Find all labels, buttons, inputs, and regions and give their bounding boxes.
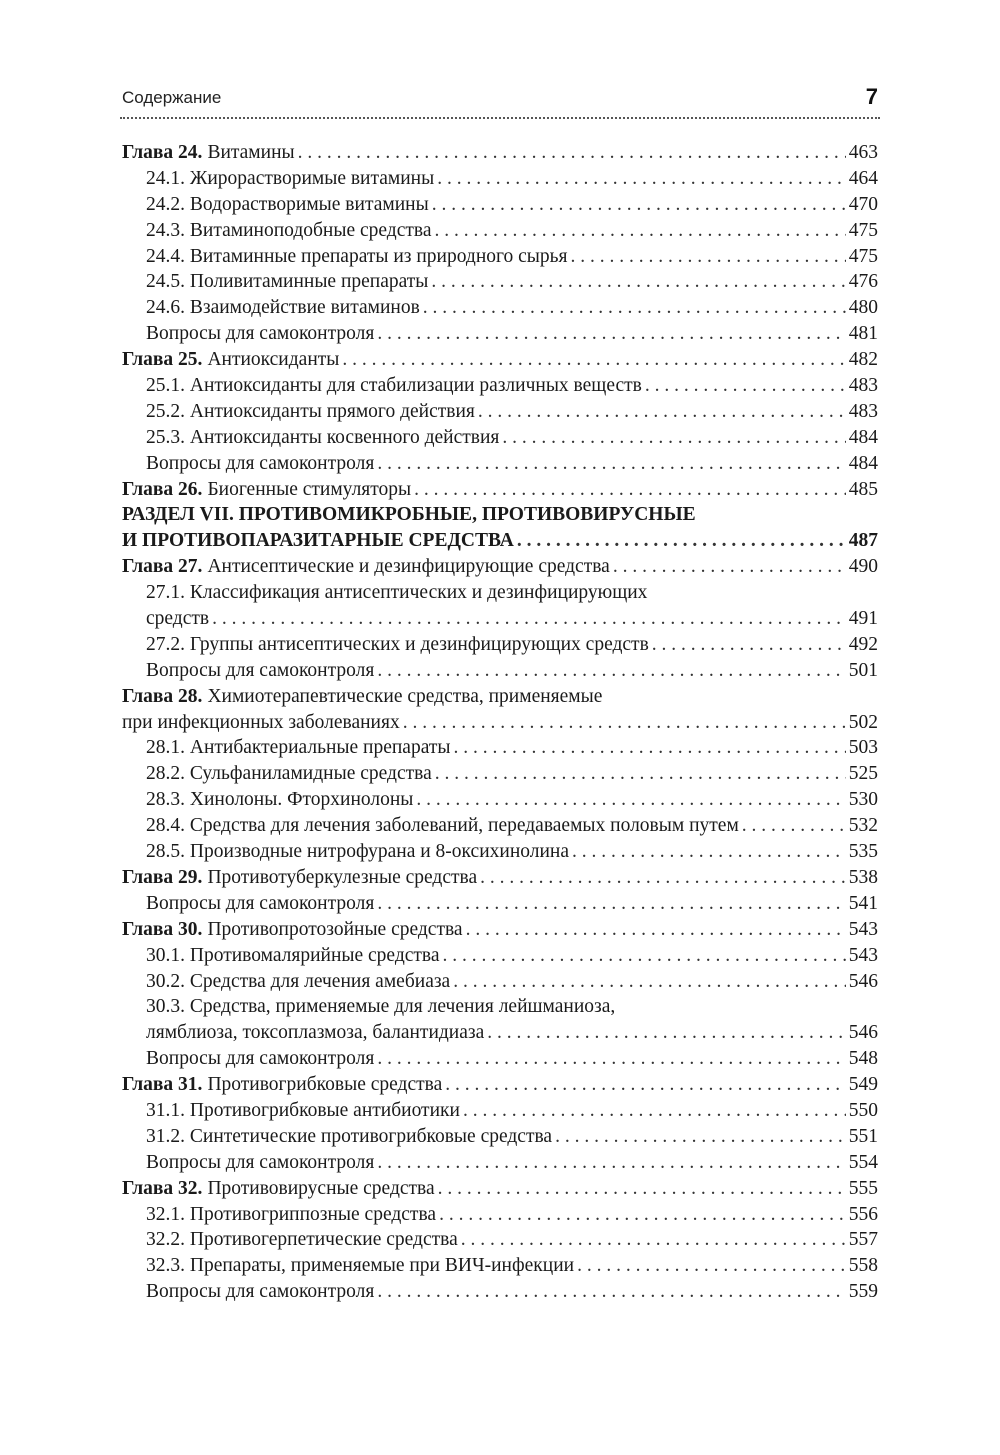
toc-subentry [122,787,878,813]
toc-dot-leader [298,140,846,166]
toc-subentry [122,943,878,969]
toc-subentry [122,891,878,917]
toc-dot-leader [742,813,846,839]
toc-entry-title: 24.2. Водорастворимые витамины [146,193,429,215]
toc-chapter-label: Глава 31. [122,1074,203,1096]
toc-page-number: 492 [848,633,878,655]
toc-subentry [122,1279,878,1305]
toc-entry-title: 24.5. Поливитаминные препараты [146,271,429,293]
toc-entry-title: 28.3. Хинолоны. Фторхинолоны [146,789,414,811]
toc-subentry [122,735,878,761]
toc-entry-title: Вопросы для самоконтроля [146,659,375,681]
toc-page-number: 549 [848,1074,878,1096]
toc-entry-title: И ПРОТИВОПАРАЗИТАРНЫЕ СРЕДСТВА [122,530,514,552]
toc-chapter-label: Глава 24. [122,142,203,163]
toc-page-number: 502 [848,711,878,733]
toc-dot-leader [461,1227,846,1253]
toc-chapter-entry [122,684,878,710]
toc-page-number: 557 [848,1229,878,1251]
toc-chapter-entry [122,477,878,503]
toc-chapter-entry [122,1072,878,1098]
toc-entry-title: 32.3. Препараты, применяемые при ВИЧ-инфекции [146,1255,575,1277]
toc-entry-title: Противогрибковые средства [207,1074,443,1096]
toc-dot-leader [652,632,846,658]
toc-entry-title: Противотуберкулезные средства [207,866,478,888]
running-head [122,86,878,116]
running-head-title: Содержание [122,88,222,107]
toc-dot-leader [443,943,846,969]
toc-page-number: 559 [848,1281,878,1303]
toc-page-number: 476 [848,271,878,293]
toc-entry-title: Витамины [207,142,295,163]
toc-subentry [122,1253,878,1279]
toc-dot-leader [414,477,846,503]
page-number: 7 [865,84,878,109]
toc-subentry [122,1098,878,1124]
toc-chapter-entry [122,140,878,166]
toc-dot-leader [377,1046,845,1072]
toc-dot-leader [645,373,846,399]
toc-subentry [122,295,878,321]
toc-subentry [122,969,878,995]
toc-subentry [122,192,878,218]
toc-page-number: 556 [848,1203,878,1225]
toc-page-number: 490 [848,556,878,578]
toc-page-number: 543 [848,944,878,966]
toc-page-number: 532 [848,815,878,837]
toc-subentry [122,1202,878,1228]
toc-dot-leader [480,865,846,891]
toc-page-number: 548 [848,1048,878,1070]
toc-dot-leader [453,735,845,761]
toc-dot-leader [377,321,845,347]
toc-dot-leader [432,192,846,218]
toc-chapter-label: Глава 25. [122,349,203,371]
toc-page-number: 501 [848,659,878,681]
toc-entry-title: 30.2. Средства для лечения амебиаза [146,970,451,992]
toc-page-number: 483 [848,375,878,397]
toc-subentry [122,269,878,295]
toc-page-number: 464 [848,167,878,189]
toc-dot-leader [571,244,846,270]
toc-entry-title: 30.3. Средства, применяемые для лечения лейшманиоза, [146,996,616,1018]
toc-subentry [122,1124,878,1150]
toc-dot-leader [453,969,846,995]
toc-subentry [122,606,878,632]
toc-page-number: 551 [848,1125,878,1147]
table-of-contents [122,140,878,1305]
toc-page-number: 530 [848,789,878,811]
toc-page-number: 558 [848,1255,878,1277]
toc-entry-title: Биогенные стимуляторы [207,478,412,500]
toc-entry-title: 28.4. Средства для лечения заболеваний, передаваемых половым путем [146,815,739,837]
toc-page-number: 541 [848,892,878,914]
toc-entry-title: Антиоксиданты [207,349,340,371]
toc-subentry [122,658,878,684]
toc-chapter-entry [122,710,878,736]
toc-entry-title: при инфекционных заболеваниях [122,711,400,733]
toc-entry-title: Вопросы для самоконтроля [146,892,375,914]
toc-subentry [122,632,878,658]
toc-chapter-entry [122,865,878,891]
toc-entry-title: 24.1. Жирорастворимые витамины [146,167,435,189]
toc-dot-leader [377,1150,845,1176]
toc-page-number: 535 [848,841,878,863]
toc-dot-leader [517,528,846,554]
toc-page-number: 483 [848,400,878,422]
toc-page-number: 484 [848,426,878,448]
toc-entry-title: 24.3. Витаминоподобные средства [146,219,432,241]
toc-dot-leader [377,451,845,477]
toc-dot-leader [572,839,846,865]
toc-dot-leader [431,269,845,295]
toc-dot-leader [438,1176,846,1202]
toc-section-entry [122,502,878,528]
toc-dot-leader [613,554,846,580]
toc-subentry [122,761,878,787]
toc-entry-title: 28.2. Сульфаниламидные средства [146,763,432,785]
toc-dot-leader [342,347,845,373]
toc-entry-title: 27.2. Группы антисептических и дезинфицирующих средств [146,633,649,655]
toc-page-number: 487 [848,530,878,552]
toc-page-number: 538 [848,866,878,888]
toc-subentry [122,399,878,425]
toc-page-number: 546 [848,1022,878,1044]
toc-chapter-entry [122,554,878,580]
toc-subentry [122,580,878,606]
toc-dot-leader [377,658,845,684]
toc-page-number: 550 [848,1099,878,1121]
toc-entry-title: лямблиоза, токсоплазмоза, балантидиаза [146,1022,485,1044]
toc-chapter-entry [122,917,878,943]
toc-page-number: 475 [848,219,878,241]
toc-page-number: 482 [848,349,878,371]
toc-section-entry [122,528,878,554]
toc-subentry [122,1046,878,1072]
toc-subentry [122,244,878,270]
toc-subentry [122,321,878,347]
toc-dot-leader [434,218,845,244]
toc-entry-title: 24.6. Взаимодействие витаминов [146,297,420,319]
toc-subentry [122,839,878,865]
toc-page-number: 491 [848,608,878,630]
toc-entry-title: Вопросы для самоконтроля [146,1281,375,1303]
toc-dot-leader [463,1098,846,1124]
toc-entry-title: 31.2. Синтетические противогрибковые средства [146,1125,553,1147]
toc-page-number: 470 [848,193,878,215]
toc-subentry [122,994,878,1020]
toc-page-number: 481 [848,323,878,345]
toc-subentry [122,1020,878,1046]
toc-chapter-label: Глава 27. [122,556,203,578]
toc-dot-leader [439,1202,846,1228]
toc-subentry [122,451,878,477]
toc-entry-title: Противовирусные средства [207,1177,435,1199]
toc-dot-leader [445,1072,846,1098]
toc-entry-title: 24.4. Витаминные препараты из природного сырья [146,245,568,267]
toc-entry-title: Химиотерапевтические средства, применяемые [207,685,603,707]
toc-entry-title: 25.1. Антиоксиданты для стабилизации различных веществ [146,375,642,397]
toc-subentry [122,166,878,192]
toc-dot-leader [212,606,846,632]
toc-subentry [122,218,878,244]
toc-entry-title: РАЗДЕЛ VII. ПРОТИВОМИКРОБНЫЕ, ПРОТИВОВИРУСНЫЕ [122,504,696,526]
toc-dot-leader [502,425,845,451]
toc-chapter-label: Глава 30. [122,918,203,940]
toc-page-number: 525 [848,763,878,785]
toc-page-number: 484 [848,452,878,474]
toc-entry-title: средств [146,608,210,630]
toc-entry-title: Вопросы для самоконтроля [146,1151,375,1173]
toc-dot-leader [487,1020,845,1046]
toc-entry-title: Вопросы для самоконтроля [146,1048,375,1070]
toc-subentry [122,373,878,399]
toc-dot-leader [416,787,845,813]
toc-chapter-label: Глава 32. [122,1177,203,1199]
toc-entry-title: Антисептические и дезинфицирующие средства [207,556,610,578]
toc-page-number: 543 [848,918,878,940]
toc-entry-title: 32.2. Противогерпетические средства [146,1229,458,1251]
toc-dot-leader [377,891,845,917]
toc-dot-leader [478,399,846,425]
toc-entry-title: 32.1. Противогриппозные средства [146,1203,437,1225]
toc-page-number: 503 [848,737,878,759]
toc-page-number: 480 [848,297,878,319]
toc-chapter-entry [122,1176,878,1202]
toc-chapter-label: Глава 29. [122,866,203,888]
toc-subentry [122,425,878,451]
toc-subentry [122,813,878,839]
toc-entry-title: 28.5. Производные нитрофурана и 8-оксихинолина [146,841,570,863]
toc-entry-title: 25.2. Антиоксиданты прямого действия [146,400,475,422]
toc-entry-title: 25.3. Антиоксиданты косвенного действия [146,426,500,448]
toc-dot-leader [423,295,846,321]
toc-page-number: 463 [848,142,878,163]
toc-dot-leader [577,1253,846,1279]
toc-dot-leader [435,761,846,787]
toc-chapter-label: Глава 26. [122,478,203,500]
toc-entry-title: 27.1. Классификация антисептических и дезинфицирующих [146,582,648,604]
toc-page-number: 555 [848,1177,878,1199]
toc-dot-leader [437,166,846,192]
header-dotted-rule [120,117,880,119]
toc-entry-title: Противопротозойные средства [207,918,463,940]
toc-dot-leader [466,917,846,943]
toc-entry-title: 31.1. Противогрибковые антибиотики [146,1099,460,1121]
toc-subentry [122,1150,878,1176]
toc-page-number: 546 [848,970,878,992]
toc-page-number: 554 [848,1151,878,1173]
toc-entry-title: 28.1. Антибактериальные препараты [146,737,451,759]
toc-page-number: 485 [848,478,878,500]
toc-chapter-label: Глава 28. [122,685,203,707]
toc-dot-leader [555,1124,846,1150]
toc-dot-leader [403,710,846,736]
toc-entry-title: Вопросы для самоконтроля [146,452,375,474]
toc-dot-leader [377,1279,845,1305]
toc-entry-title: 30.1. Противомалярийные средства [146,944,440,966]
toc-page-number: 475 [848,245,878,267]
toc-subentry [122,1227,878,1253]
toc-entry-title: Вопросы для самоконтроля [146,323,375,345]
toc-chapter-entry [122,347,878,373]
